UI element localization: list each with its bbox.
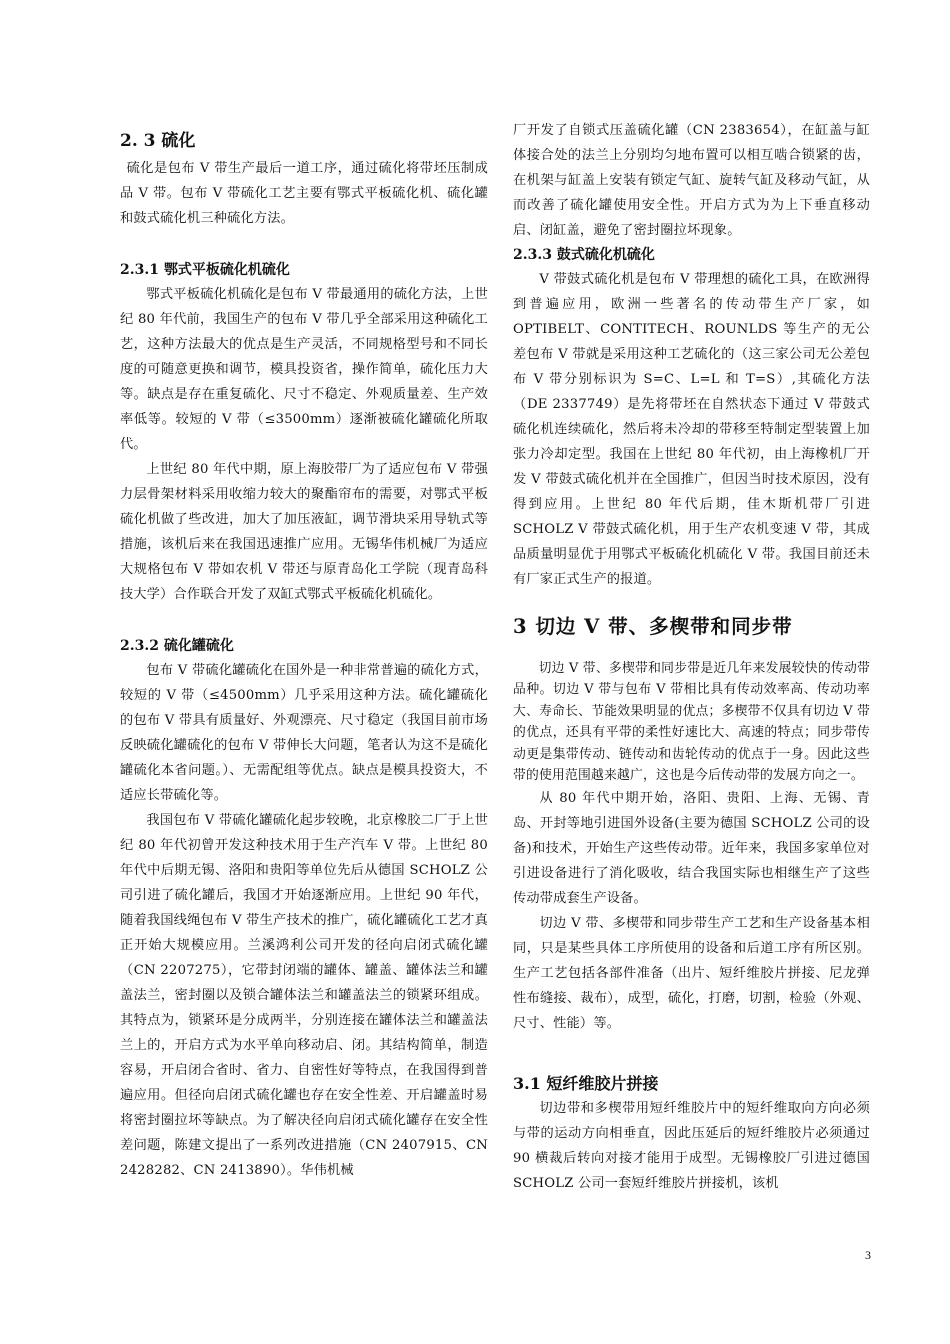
section-2-3-1-heading: 2.3.1 鄂式平板硫化机硫化 — [120, 262, 290, 278]
paragraph: 上世纪 80 年代中期，原上海胶带厂为了适应包布 V 带强力层骨架材料采用收缩力较大的聚酯帘布的需要，对鄂式平板硫化机做了些改进，加大了加压液缸，调节滑块采用导轨式等措施，该机后来在我国迅速推广应用。无锡华伟机械厂为适应大规格包布 V 带如农机 V 带还与原青岛化工学院（现青岛科技大学）合作联合开发了双缸式鄂式平板硫化机硫化。 — [120, 462, 488, 602]
spacer — [120, 231, 488, 258]
spacer — [120, 607, 488, 634]
right-column — [513, 118, 870, 1196]
page-number: 3 — [865, 1248, 871, 1262]
section-2-3-2-heading: 2.3.2 硫化罐硫化 — [120, 638, 234, 654]
paragraph: V 带鼓式硫化机是包布 V 带理想的硫化工具，在欧洲得到普遍应用，欧洲一些著名的传动带生产厂家，如 OPTIBELT、CONTITECH、ROUNLDS 等生产的无公差包布 V 带就是采用这种工艺硫化的（这三家公司无公差包布 V 带分别标识为 S=C、L=L 和 T=S）,其硫化方法（DE 2337749）是先将带坯在自然状态下通过 V 带鼓式硫化机连续硫化，然后将未冷却的带移至特制定型装置上加张力冷却定型。我国在上世纪 80 年代初，由上海橡机厂开发 V 带鼓式硫化机并在全国推广，但因当时技术原因，没有得到应用。上世纪 80 年代后期，佳木斯机带厂引进 SCHOLZ V 带鼓式硫化机，用于生产农机变速 V 带，其成品质量明显优于用鄂式平板硫化机硫化 V 带。我国目前还未有厂家正式生产的报道。 — [513, 272, 870, 587]
paragraph: 从 80 年代中期开始，洛阳、贵阳、上海、无锡、青岛、开封等地引进国外设备(主要为德国 SCHOLZ 公司的设备)和技术，开始生产这些传动带。近年来，我国多家单位对引进设备进行了消化吸收，结合我国实际也相继生产了这些传动带成套生产设备。 — [513, 791, 870, 907]
paragraph: 包布 V 带硫化罐硫化在国外是一种非常普遍的硫化方式，较短的 V 带（≤4500mm）几乎采用这种方法。硫化罐硫化的包布 V 带具有质量好、外观漂亮、尺寸稳定（我国目前市场反映硫化罐硫化的包布 V 带伸长大问题，笔者认为这不是硫化罐硫化本省问题。）、无需配组等优点。缺点是模具投资大，不适应长带硫化等。 — [120, 663, 488, 803]
spacer — [513, 1036, 870, 1072]
paragraph: 切边 V 带、多楔带和同步带是近几年来发展较快的传动带品种。切边 V 带与包布 V 带相比具有传动效率高、传动功率大、寿命长、节能效果明显的优点；多楔带不仅具有切边 V 带的优点，还具有平带的柔性好速比大、高速的特点；同步带传动更是集带传动、链传动和齿轮传动的优点于一身。因此这些带的使用范围越来越广，这也是今后传动带的发展方向之一。 — [513, 661, 870, 784]
section-2-3-heading: 2. 3 硫化 — [120, 131, 196, 151]
paragraph: 鄂式平板硫化机硫化是包布 V 带最通用的硫化方法，上世纪 80 年代前，我国生产的包布 V 带几乎全部采用这种硫化工艺，这种方法最大的优点是生产灵活，不同规格型号和不同长度的可随意更换和调节，模具投资省，操作简单，硫化压力大等。缺点是存在重复硫化、尺寸不稳定、外观质量差、生产效率低等。较短的 V 带（≤3500mm）逐渐被硫化罐硫化所取代。 — [120, 287, 488, 452]
paragraph: 我国包布 V 带硫化罐硫化起步较晚，北京橡胶二厂于上世纪 80 年代初曾开发这种技术用于生产汽车 V 带。上世纪 80 年代中后期无锡、洛阳和贵阳等单位先后从德国 SCHOLZ 公司引进了硫化罐后，我国才开始逐渐应用。上世纪 90 年代，随着我国线绳包布 V 带生产技术的推广，硫化罐硫化工艺才真正开始大规模应用。兰溪鸿利公司开发的径向启闭式硫化罐（CN 2207275），它带封闭端的罐体、罐盖、罐体法兰和罐盖法兰，密封圈以及锁合罐体法兰和罐盖法兰的锁紧环组成。其特点为，锁紧环是分成两半，分别连接在罐体法兰和罐盖法兰上的，开启方式为水平单向移动启、闭。其结构简单，制造容易，开启闭合省时、省力、自密性好等特点，在我国得到普遍应用。但径向启闭式硫化罐也存在安全性差、开启罐盖时易将密封圈拉坏等缺点。为了解决径向启闭式硫化罐存在安全性差问题，陈建文提出了一系列改进措施（CN 2407915、CN 2428282、CN 2413890）。华伟机械 — [120, 813, 488, 1178]
section-3-1-heading: 3.1 短纤维胶片拼接 — [513, 1074, 659, 1094]
paragraph: 切边 V 带、多楔带和同步带生产工艺和生产设备基本相同，只是某些具体工序所使用的设备和后道工序有所区别。生产工艺包括各部件准备（出片、短纤维胶片拼接、尼龙弹性布缝接、裁布），成型，硫化，打磨，切割，检验（外观、尺寸、性能）等。 — [513, 916, 870, 1032]
section-2-3-3-heading: 2.3.3 鼓式硫化机硫化 — [513, 247, 655, 263]
section-3-heading: 3 切边 V 带、多楔带和同步带 — [513, 615, 793, 638]
left-column — [120, 118, 488, 1183]
paragraph-continued: 厂开发了自锁式压盖硫化罐（CN 2383654），在缸盖与缸体接合处的法兰上分别均匀地布置可以相互啮合锁紧的齿，在机架与缸盖上安装有锁定气缸、旋转气缸及移动气缸，从而改善了硫化罐使用安全性。开启方式为为上下垂直移动启、闭缸盖，避免了密封圈拉坏现象。 — [513, 123, 870, 238]
paragraph: 切边带和多楔带用短纤维胶片中的短纤维取向方向必须与带的运动方向相垂直，因此压延后的短纤维胶片必须通过 90 横裁后转向对接才能用于成型。无锡橡胶厂引进过德国 SCHOLZ 公司一套短纤维胶片拼接机，该机 — [513, 1101, 870, 1192]
paragraph: 硫化是包布 V 带生产最后一道工序，通过硫化将带坯压制成品 V 带。包布 V 带硫化工艺主要有鄂式平板硫化机、硫化罐和鼓式硫化机三种硫化方法。 — [120, 161, 488, 226]
